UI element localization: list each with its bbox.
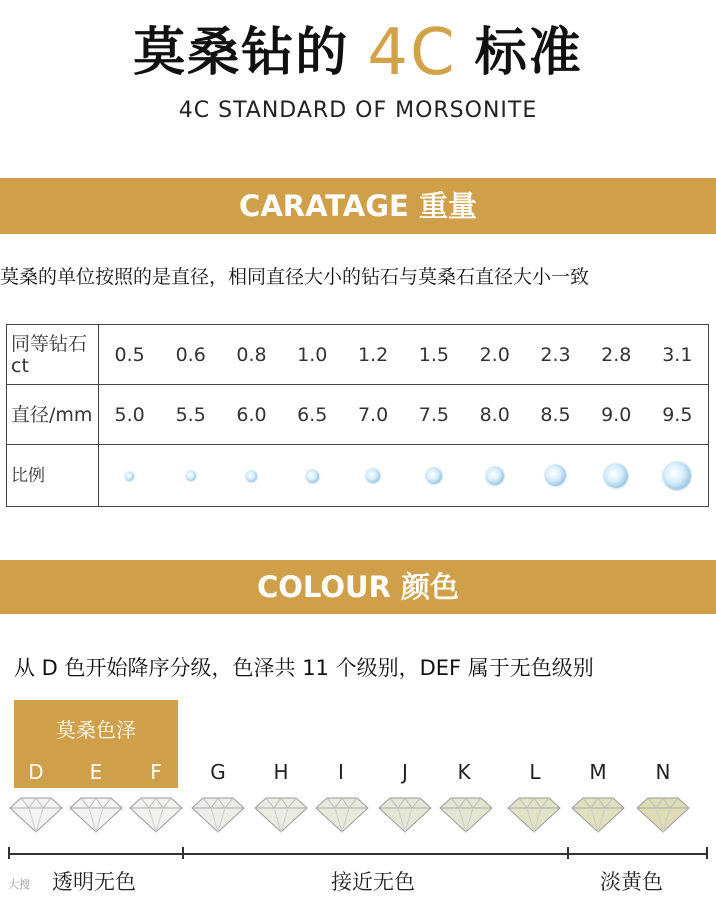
- scale-row: [7, 445, 709, 507]
- diamond-icon: [189, 794, 247, 834]
- scale-cell: [99, 445, 161, 507]
- ct-cell: 2.8: [601, 343, 632, 366]
- diamond-icon: [376, 794, 434, 834]
- ct-cell: 2.3: [540, 343, 571, 366]
- ct-cell: 0.8: [236, 343, 267, 366]
- ct-cell: 0.5: [114, 343, 145, 366]
- grade-label: N: [655, 760, 671, 784]
- diamond-icon: [246, 471, 257, 482]
- diamond-icon: [486, 467, 504, 485]
- diamond-icon: [252, 794, 310, 834]
- ct-row-header: 同等钻石 ct: [7, 325, 99, 385]
- mm-cell: 9.0: [586, 385, 647, 445]
- watermark: 大搜: [8, 878, 30, 891]
- colour-scale-axis: [8, 853, 708, 855]
- mm-cell: 6.0: [221, 385, 282, 445]
- grade-label: M: [589, 760, 607, 784]
- mm-row: [7, 385, 709, 445]
- diamond-icon: [366, 469, 380, 483]
- axis-tick: [567, 847, 569, 859]
- diamond-icon: [545, 465, 566, 486]
- scale-cell: [343, 445, 404, 507]
- grade-label: E: [89, 760, 103, 784]
- grade-label: I: [338, 760, 344, 784]
- ct-cell: 1.0: [297, 343, 328, 366]
- grade-label: G: [210, 760, 226, 784]
- scale-row-header: 比例: [7, 445, 99, 507]
- diamond-icon: [7, 794, 65, 834]
- diamond-icon: [505, 794, 563, 834]
- diamond-icon: [437, 794, 495, 834]
- page-title: [0, 10, 716, 90]
- diamond-icon: [569, 794, 627, 834]
- grade-label: D: [28, 760, 44, 784]
- mm-cell: 5.0: [99, 385, 161, 445]
- mm-cell: 8.0: [464, 385, 525, 445]
- diamond-icon: [313, 794, 371, 834]
- title-post: 标准: [474, 23, 583, 83]
- scale-cell: [647, 445, 709, 507]
- diamond-icon: [426, 468, 442, 484]
- ct-cell: 3.1: [662, 343, 693, 366]
- category-near-colorless: 接近无色: [331, 870, 415, 894]
- mm-row-header: 直径/mm: [7, 385, 99, 445]
- category-light-yellow: 淡黄色: [600, 870, 663, 894]
- grade-label: K: [457, 760, 471, 784]
- diamond-icon: [67, 794, 125, 834]
- scale-cell: [282, 445, 343, 507]
- carat-band: CARATAGE 重量: [0, 178, 716, 234]
- diamond-icon: [125, 472, 134, 481]
- diamond-icon: [663, 462, 691, 490]
- scale-cell: [464, 445, 525, 507]
- diamond-icon: [186, 471, 196, 481]
- scale-cell: [403, 445, 464, 507]
- mm-cell: 6.5: [282, 385, 343, 445]
- mm-cell: 7.0: [343, 385, 404, 445]
- carat-note: 莫桑的单位按照的是直径，相同直径大小的钻石与莫桑石直径大小一致: [0, 266, 590, 288]
- carat-table: [6, 324, 709, 507]
- scale-cell: [221, 445, 282, 507]
- page-subtitle: 4C STANDARD OF MORSONITE: [178, 98, 538, 123]
- scale-cell: [525, 445, 586, 507]
- diamond-icon: [306, 470, 319, 483]
- scale-cell: [160, 445, 221, 507]
- axis-tick: [182, 847, 184, 859]
- diamond-icon: [634, 794, 692, 834]
- title-highlight: 4C: [367, 16, 457, 90]
- scale-cell: [586, 445, 647, 507]
- ct-cell: 1.5: [418, 343, 449, 366]
- ct-row: [7, 325, 709, 385]
- ct-cell: 1.2: [357, 343, 389, 366]
- mm-cell: 7.5: [403, 385, 464, 445]
- mm-cell: 8.5: [525, 385, 586, 445]
- category-colorless: 透明无色: [52, 870, 136, 894]
- moissanite-colour-label: 莫桑色泽: [56, 718, 136, 742]
- grade-label: L: [529, 760, 541, 784]
- colour-note: 从 D 色开始降序分级，色泽共 11 个级别，DEF 属于无色级别: [14, 656, 594, 680]
- axis-tick: [8, 847, 10, 859]
- ct-cell: 0.6: [175, 343, 206, 366]
- axis-tick: [706, 847, 708, 859]
- colour-band: COLOUR 颜色: [0, 560, 716, 614]
- grade-label: F: [150, 760, 162, 784]
- ct-cell: 2.0: [479, 343, 510, 366]
- grade-label: H: [273, 760, 289, 784]
- grade-label: J: [402, 760, 408, 784]
- diamond-icon: [127, 794, 185, 834]
- mm-cell: 9.5: [647, 385, 709, 445]
- title-pre: 莫桑钻的: [133, 23, 350, 83]
- diamond-icon: [604, 464, 628, 488]
- mm-cell: 5.5: [160, 385, 221, 445]
